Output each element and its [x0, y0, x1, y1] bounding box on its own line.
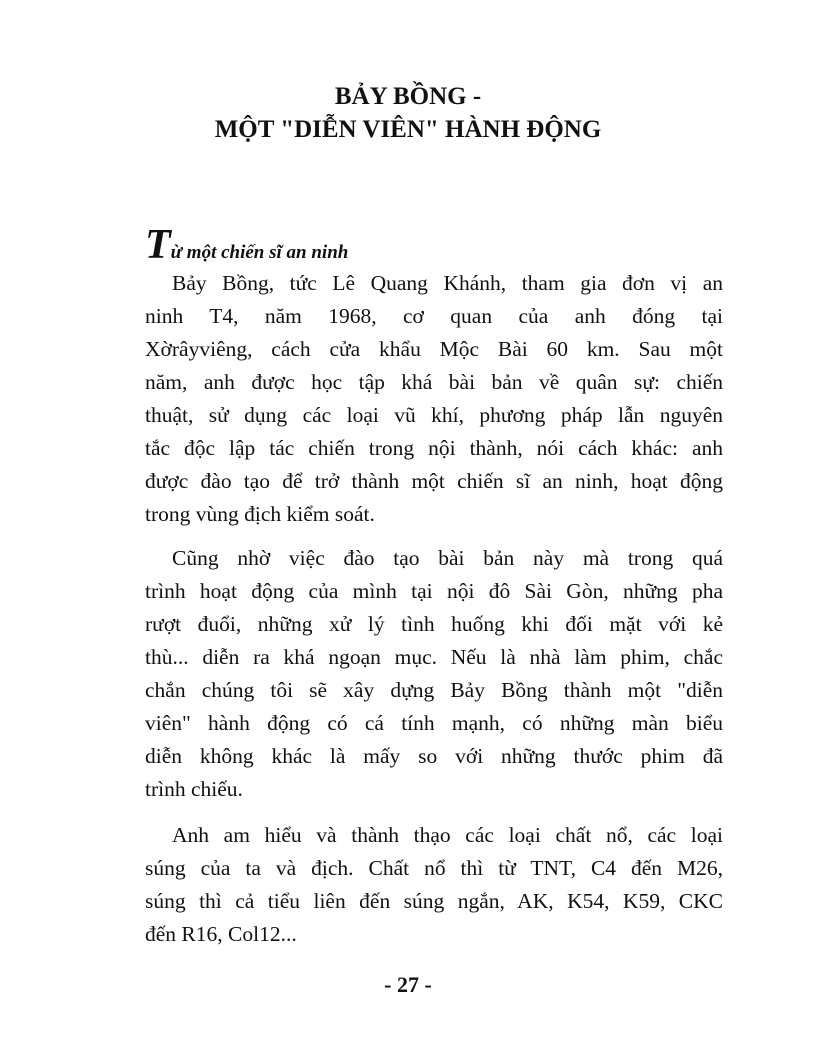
text-line: trình hoạt động của mình tại nội đô Sài Gòn, những pha [145, 579, 723, 603]
text-line: trình chiếu. [145, 777, 243, 801]
text-line: thù... diễn ra khá ngoạn mục. Nếu là nhà làm phim, chắc [145, 645, 723, 669]
text-line: chắn chúng tôi sẽ xây dựng Bảy Bồng thành một "diễn [145, 678, 723, 702]
text-line: súng thì cả tiểu liên đến súng ngắn, AK, K54, K59, CKC [145, 889, 723, 913]
text-line: Bảy Bồng, tức Lê Quang Khánh, tham gia đơn vị an [172, 271, 723, 295]
text-line: Xờrâyviêng, cách cửa khẩu Mộc Bài 60 km. Sau một [145, 337, 723, 361]
text-line: thuật, sử dụng các loại vũ khí, phương pháp lẫn nguyên [145, 403, 723, 427]
section-heading [145, 224, 348, 266]
section-heading-text: ừ một chiến sĩ an ninh [170, 242, 349, 263]
text-line: trong vùng địch kiểm soát. [145, 502, 375, 526]
text-line: rượt đuổi, những xử lý tình huống khi đối mặt với kẻ [145, 612, 723, 636]
text-line: đến R16, Col12... [145, 922, 297, 946]
text-line: Anh am hiểu và thành thạo các loại chất nổ, các loại [172, 823, 723, 847]
drop-cap: T [145, 222, 171, 268]
text-line: năm, anh được học tập khá bài bản về quân sự: chiến [145, 370, 723, 394]
text-line: súng của ta và địch. Chất nổ thì từ TNT, C4 đến M26, [145, 856, 723, 880]
chapter-title-line-1: BẢY BỒNG - [334, 83, 482, 110]
chapter-title-line-2: MỘT "DIỄN VIÊN" HÀNH ĐỘNG [214, 116, 602, 143]
text-line: ninh T4, năm 1968, cơ quan của anh đóng tại [145, 304, 723, 328]
text-line: viên" hành động có cá tính mạnh, có những màn biểu [145, 711, 723, 735]
text-line: tắc độc lập tác chiến trong nội thành, nói cách khác: anh [145, 436, 723, 460]
text-line: diễn không khác là mấy so với những thước phim đã [145, 744, 723, 768]
text-line: được đào tạo để trở thành một chiến sĩ an ninh, hoạt động [145, 469, 723, 493]
page-number: - 27 - [384, 972, 432, 997]
text-line: Cũng nhờ việc đào tạo bài bản này mà trong quá [172, 546, 723, 570]
